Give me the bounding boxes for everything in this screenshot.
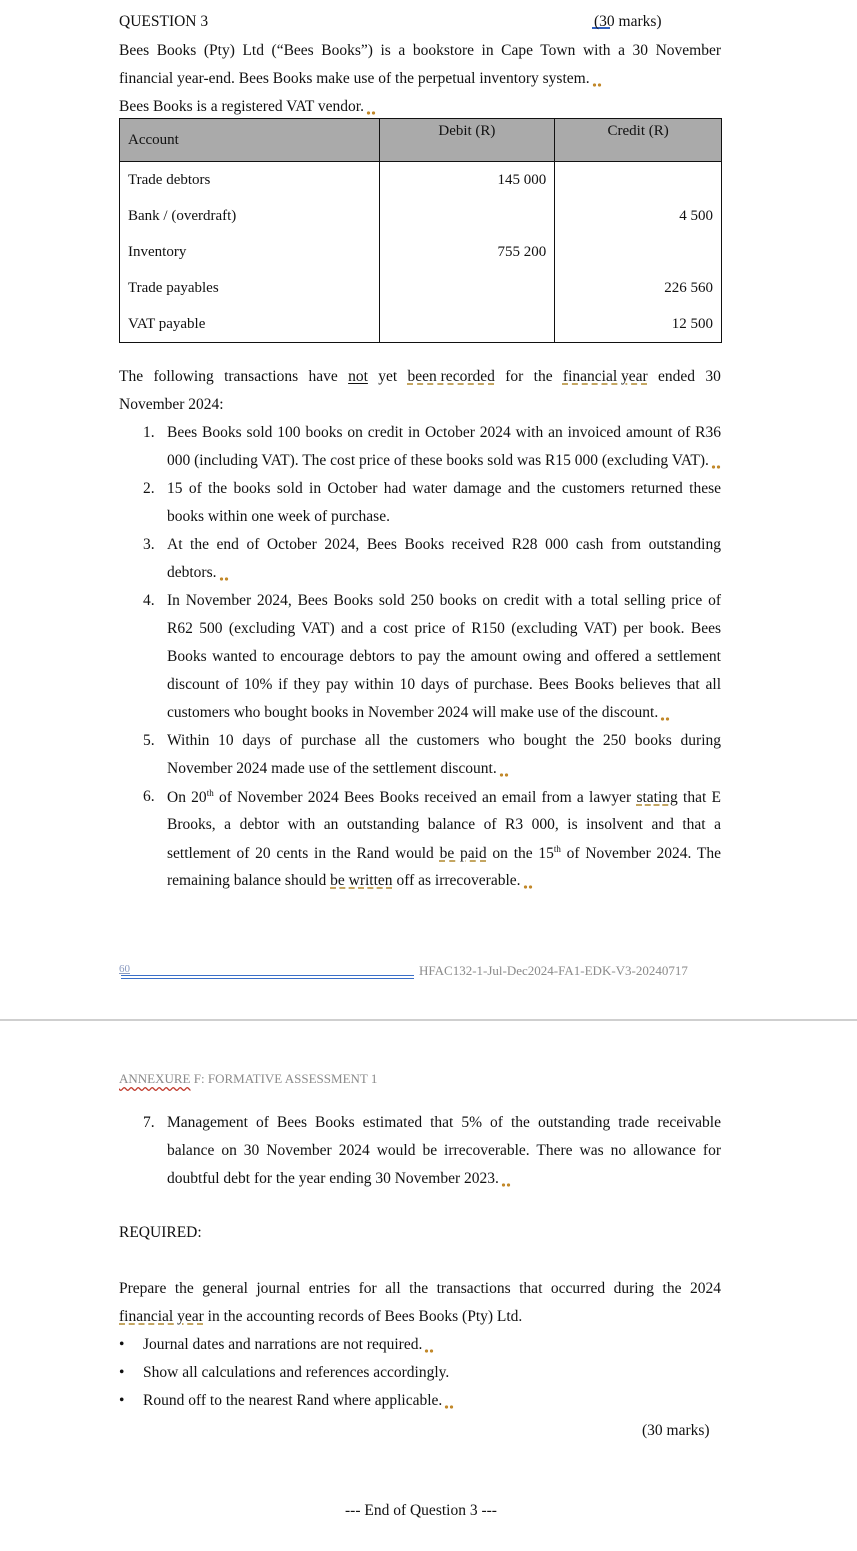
- bullet-item: Show all calculations and references accordingly.: [143, 1364, 450, 1381]
- list-item-number: 7.: [143, 1114, 155, 1131]
- list-item-number: 3.: [143, 536, 155, 553]
- debit-cell: [379, 306, 555, 343]
- account-cell: Inventory: [120, 234, 380, 270]
- formatting-mark: [711, 465, 721, 469]
- credit-cell: 4 500: [555, 198, 722, 234]
- footer-rule: [121, 978, 414, 979]
- transactions-intro-line-2: November 2024:: [119, 396, 224, 413]
- list-item-line: Bees Books sold 100 books on credit in October 2024 with an invoiced amount of R36: [167, 424, 721, 441]
- prepare-line-1: Prepare the general journal entries for all the transactions that occurred during the 2024: [119, 1280, 721, 1297]
- list-item-line: In November 2024, Bees Books sold 250 books on credit with a total selling price of: [167, 592, 721, 609]
- table-row: [120, 162, 722, 199]
- credit-cell: 226 560: [555, 270, 722, 306]
- bullet-item: Round off to the nearest Rand where applicable.: [143, 1392, 454, 1410]
- prepare-line-2: financial year in the accounting records of Bees Books (Pty) Ltd.: [119, 1308, 523, 1325]
- intro-line-1: Bees Books (Pty) Ltd (“Bees Books”) is a bookstore in Cape Town with a 30 November: [119, 42, 721, 59]
- list-item-line: doubtful debt for the year ending 30 November 2023.: [167, 1170, 721, 1188]
- page-separator: [0, 1019, 857, 1021]
- header-credit: Credit (R): [555, 119, 722, 162]
- account-cell: Bank / (overdraft): [120, 198, 380, 234]
- list-item-line: R62 500 (excluding VAT) and a cost price of R150 (excluding VAT) per book. Bees: [167, 620, 721, 637]
- list-item-line: balance on 30 November 2024 would be irrecoverable. There was no allowance for: [167, 1142, 721, 1159]
- table-row: [120, 270, 722, 306]
- list-item-line: 15 of the books sold in October had water damage and the customers returned these: [167, 480, 721, 497]
- end-of-question: --- End of Question 3 ---: [345, 1502, 497, 1519]
- list-item-line: 000 (including VAT). The cost price of these books sold was R15 000 (excluding VAT).: [167, 452, 721, 470]
- list-item-line: discount of 10% if they pay within 10 days of purchase. Bees Books believes that all: [167, 676, 721, 693]
- formatting-mark: [523, 885, 533, 889]
- header-account: Account: [120, 119, 380, 162]
- credit-cell: [555, 234, 722, 270]
- list-item-number: 5.: [143, 732, 155, 749]
- formatting-mark: [660, 717, 670, 721]
- list-item-line: settlement of 20 cents in the Rand would be paid on the 15th of November 2024. The: [167, 844, 721, 863]
- debit-cell: [379, 270, 555, 306]
- required-heading: REQUIRED:: [119, 1224, 202, 1241]
- bullet-icon: •: [119, 1392, 125, 1409]
- list-item-line: Books wanted to encourage debtors to pay the amount owing and offered a settlement: [167, 648, 721, 665]
- debit-cell: 145 000: [379, 162, 555, 199]
- list-item-number: 2.: [143, 480, 155, 497]
- debit-cell: 755 200: [379, 234, 555, 270]
- list-item-number: 1.: [143, 424, 155, 441]
- list-item-line: Brooks, a debtor with an outstanding balance of R3 000, is insolvent and that a: [167, 816, 721, 833]
- footer-rule: [121, 975, 414, 976]
- question-title: QUESTION 3: [119, 13, 209, 30]
- intro-line-3: Bees Books is a registered VAT vendor.: [119, 98, 376, 116]
- debit-cell: [379, 198, 555, 234]
- list-item-line: customers who bought books in November 2024 will make use of the discount.: [167, 704, 721, 722]
- list-item-line: books within one week of purchase.: [167, 508, 390, 525]
- list-item-line: On 20th of November 2024 Bees Books received an email from a lawyer stating that E: [167, 788, 721, 807]
- annexure-header: ANNEXURE F: FORMATIVE ASSESSMENT 1: [119, 1071, 378, 1086]
- question-marks: (30 marks): [594, 13, 662, 30]
- table-row: [120, 234, 722, 270]
- document-code: HFAC132-1-Jul-Dec2024-FA1-EDK-V3-20240717: [419, 963, 688, 978]
- formatting-mark: [592, 83, 602, 87]
- transactions-intro-line-1: The following transactions have not yet been recorded for the financial year ended 30: [119, 368, 721, 385]
- formatting-mark: [499, 773, 509, 777]
- header-debit: Debit (R): [379, 119, 555, 162]
- formatting-mark: [444, 1405, 454, 1409]
- list-item-number: 4.: [143, 592, 155, 609]
- table-row: [120, 198, 722, 234]
- account-cell: VAT payable: [120, 306, 380, 343]
- bullet-icon: •: [119, 1336, 125, 1353]
- credit-cell: 12 500: [555, 306, 722, 343]
- account-cell: Trade payables: [120, 270, 380, 306]
- table-row: [120, 306, 722, 343]
- list-item-line: November 2024 made use of the settlement discount.: [167, 760, 721, 778]
- list-item-line: At the end of October 2024, Bees Books received R28 000 cash from outstanding: [167, 536, 721, 553]
- formatting-mark: [501, 1183, 511, 1187]
- list-item-number: 6.: [143, 788, 155, 805]
- bullet-icon: •: [119, 1364, 125, 1381]
- bullet-item: Journal dates and narrations are not required.: [143, 1336, 434, 1354]
- page-number: 60: [119, 963, 130, 975]
- formatting-mark: [219, 577, 229, 581]
- formatting-mark: [424, 1349, 434, 1353]
- account-balances-table: [119, 118, 722, 343]
- list-item-line: remaining balance should be written off as irrecoverable.: [167, 872, 721, 890]
- formatting-mark: [366, 111, 376, 115]
- list-item-line: Management of Bees Books estimated that 5% of the outstanding trade receivable: [167, 1114, 721, 1131]
- account-cell: Trade debtors: [120, 162, 380, 199]
- intro-line-2: financial year-end. Bees Books make use of the perpetual inventory system.: [119, 70, 602, 88]
- list-item-line: Within 10 days of purchase all the customers who bought the 250 books during: [167, 732, 721, 749]
- list-item-line: debtors.: [167, 564, 721, 582]
- credit-cell: [555, 162, 722, 199]
- required-marks: (30 marks): [642, 1422, 710, 1439]
